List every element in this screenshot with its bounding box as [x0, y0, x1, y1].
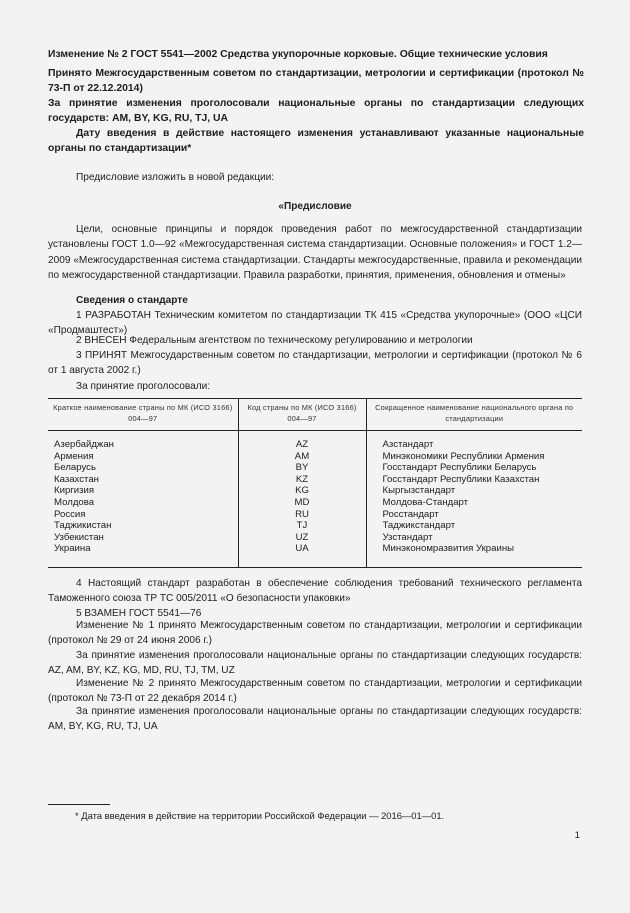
- country-code-cell: UZ: [238, 532, 366, 544]
- country-code-cell: MD: [238, 497, 366, 509]
- standards-body-cell: Азстандарт: [366, 431, 582, 451]
- country-code-cell: BY: [238, 462, 366, 474]
- country-code-cell: KZ: [238, 474, 366, 486]
- amendment-1-text: Изменение № 1 принято Межгосударственным советом по стандартизации, метрологии и сертификации (протокол № 29 от 24 июня 2006 г.): [48, 620, 582, 647]
- country-code-cell: UA: [238, 543, 366, 567]
- standards-body-cell: Минэкономики Республики Армения: [366, 451, 582, 463]
- table-header-row: [48, 399, 582, 431]
- standards-body-cell: Минэкономразвития Украины: [366, 543, 582, 567]
- country-code-cell: AM: [238, 451, 366, 463]
- instruction-text: Предисловие изложить в новой редакции:: [76, 172, 275, 183]
- amendment-2-text: Изменение № 2 принято Межгосударственным советом по стандартизации, метрологии и сертификации (протокол № 73-П от 22 декабря 2014 г.): [48, 678, 582, 705]
- country-code-cell: KG: [238, 485, 366, 497]
- country-name-cell: Молдова: [54, 496, 95, 508]
- about-standard-heading: Сведения о стандарте: [76, 295, 188, 306]
- table-row: [48, 532, 582, 544]
- effective-date-note: Дату введения в действие настоящего изменения устанавливают указанные национальные органы по стандартизации*: [48, 128, 584, 154]
- adoption-note: Принято Межгосударственным советом по стандартизации, метрологии и сертификации (протокол № 73-П от 22.12.2014): [48, 68, 584, 94]
- standards-body-cell: Госстандарт Республики Казахстан: [366, 474, 582, 486]
- item-regulation: 4 Настоящий стандарт разработан в обеспечение соблюдения требований технического регламента Таможенного союза ТР ТС 005/2011 «О безопасности упаковки»: [48, 578, 582, 605]
- standards-body-cell: Госстандарт Республики Беларусь: [366, 462, 582, 474]
- header-country-name: Краткое наименование страны по МК (ИСО 3166) 004—97: [48, 399, 238, 431]
- country-code-cell: RU: [238, 509, 366, 521]
- item-adopted: 3 ПРИНЯТ Межгосударственным советом по стандартизации, метрологии и сертификации (протокол № 6 от 1 августа 2002 г.): [48, 350, 582, 377]
- amendment-2-voting: За принятие изменения проголосовали национальные органы по стандартизации следующих государств: AM, BY, KG, RU, TJ, UA: [48, 706, 582, 733]
- standards-body-cell: Молдова-Стандарт: [366, 497, 582, 509]
- item-introduced: 2 ВНЕСЕН Федеральным агентством по техническому регулированию и метрологии: [76, 335, 473, 346]
- table-body: [48, 431, 582, 568]
- standards-body-cell: Узстандарт: [366, 532, 582, 544]
- item-developed: 1 РАЗРАБОТАН Техническим комитетом по стандартизации ТК 415 «Средства укупорочные» (ООО «ЦСИ «Продмаштест»): [48, 310, 582, 337]
- country-name-cell: Беларусь: [54, 462, 96, 474]
- voted-label: За принятие проголосовали:: [76, 381, 211, 392]
- country-name-cell: Таджикистан: [54, 520, 112, 532]
- country-name-cell: Россия: [54, 508, 86, 520]
- amendment-1-voting: За принятие изменения проголосовали национальные органы по стандартизации следующих государств: AZ, AM, BY, KZ, KG, MD, RU, TJ, TM, UZ: [48, 650, 582, 677]
- footnote-divider: [48, 804, 110, 805]
- standards-body-cell: Росстандарт: [366, 509, 582, 521]
- table-row: [48, 451, 582, 463]
- table-row: [48, 520, 582, 532]
- country-name-cell: Узбекистан: [54, 531, 104, 543]
- foreword-intro: Цели, основные принципы и порядок проведения работ по межгосударственной стандартизации установлены ГОСТ 1.0—92 «Межгосударственная система стандартизации. Основные положения» и ГОСТ 1.2—2009 «Межгосударственная система стандартизации. Стандарты межгосударственные, правила и рекомендации по межгосударственной стандартизации. Правила разработки, принятия, применения, обновления и отмены»: [48, 224, 582, 281]
- voting-states-table: [48, 398, 582, 568]
- table-row: [48, 497, 582, 509]
- amendment-title: Изменение № 2 ГОСТ 5541—2002 Средства укупорочные корковые. Общие технические условия: [48, 49, 548, 60]
- table-row: [48, 543, 582, 567]
- table-row: [48, 509, 582, 521]
- country-name-cell: Киргизия: [54, 485, 95, 497]
- table-row: [48, 431, 582, 451]
- country-name-cell: Украина: [48, 543, 238, 567]
- footnote: * Дата введения в действие на территории Российской Федерации — 2016—01—01.: [75, 810, 445, 821]
- voting-note: За принятие изменения проголосовали национальные органы по стандартизации следующих государств: AM, BY, KG, RU, TJ, UA: [48, 98, 584, 124]
- header-country-code: Код страны по МК (ИСО 3166) 004—97: [238, 399, 366, 431]
- country-code-cell: AZ: [238, 431, 366, 451]
- country-name-cell: Азербайджан: [54, 439, 114, 450]
- table-row: [48, 474, 582, 486]
- country-name-cell: Казахстан: [54, 473, 99, 485]
- header-standards-body: Сокращенное наименование национального органа по стандартизации: [366, 399, 582, 431]
- item-replaces: 5 ВЗАМЕН ГОСТ 5541—76: [76, 608, 202, 619]
- table-row: [48, 485, 582, 497]
- table-row: [48, 462, 582, 474]
- page-number: 1: [574, 830, 580, 841]
- standards-body-cell: Таджикстандарт: [366, 520, 582, 532]
- country-code-cell: TJ: [238, 520, 366, 532]
- foreword-heading: «Предисловие: [278, 201, 352, 212]
- standards-body-cell: Кыргызстандарт: [366, 485, 582, 497]
- country-name-cell: Армения: [54, 450, 94, 462]
